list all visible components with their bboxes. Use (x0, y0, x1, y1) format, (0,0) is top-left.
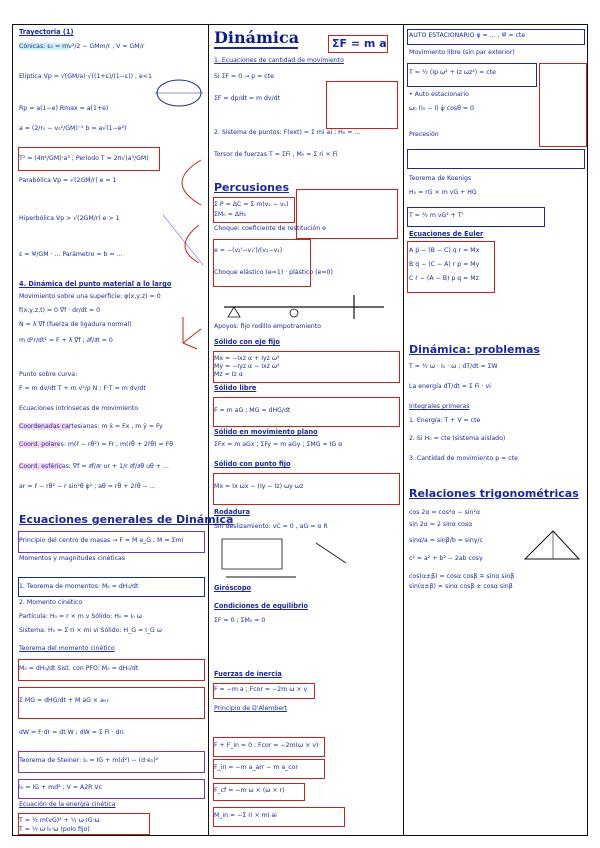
movimiento-superficie: Movimiento sobre una superficie: φ(x,y,z) = 0 (19, 293, 161, 300)
energia-cinetica-title: Ecuación de la energía cinética (19, 801, 116, 808)
integral-1: 1. Energía: T + V = cte (409, 417, 481, 424)
sin-par: Movimiento libre (sin par exterior) (409, 49, 515, 56)
rodadura-figure (216, 533, 396, 583)
solido-libre-title: Sólido libre (214, 384, 257, 392)
kepler3-formula: T² = (4π²/GM)·a³ ; Período T = 2π√(a³/GM) (19, 155, 149, 162)
teorema-momentos: 1. Teorema de momentos: M₀ = dH₀/dt (19, 583, 139, 590)
sistema-puntos: 2. Sistema de puntos: F(ext) = Σ mi ai ; H₀ = ... (214, 129, 361, 136)
m0-eq: M₀ = dH₀/dt Sist. con PFO: M₀ = dH₀/dt (19, 665, 139, 672)
euler-eq1: A ṗ − (B − C) q r = Mx (409, 247, 480, 254)
koenigs-title: Teorema de Koenigs (409, 175, 472, 182)
ifijo-eq: I₀ = IG + md² ; V = A2R Vc (19, 784, 103, 791)
sol-eq2: My = −Iyz α − Ixz ω² (214, 363, 280, 370)
rodadura-eq: Sin deslizamiento: vC = 0 , aG = α R (214, 523, 328, 530)
trig-6: sin(α±β) = sinα cosβ ± cosα sinβ (409, 583, 513, 590)
cheat-sheet-page (12, 24, 588, 836)
conicas-formula: Cónicas: ε₀ = mv²/2 − GMm/r , V = GM/r (19, 43, 145, 50)
solido-fijo-title: Sólido con punto fijo (214, 460, 291, 468)
fuerzas-inercia-title: Fuerzas de inercia (214, 670, 282, 678)
lin-mom-box (326, 81, 398, 129)
apoyos-label: Apoyos: fijo rodillo empotramiento (214, 323, 322, 330)
giroscopio-title: Giróscopo (214, 584, 252, 592)
particula-eq: Partícula: H₀ = r × m v Sólido: H₀ = I₀ ω (19, 613, 142, 620)
fina-eq: F_in = −m a_arr − m a_cor (214, 764, 298, 771)
coord-polares: Coord. polares: m(r̈ − rθ̇²) = Fr ; m(rθ̈ + 2ṙθ̇) = Fθ (19, 441, 174, 448)
trig-5: cos(α±β) = cosα cosβ ∓ sinα sinβ (409, 573, 515, 580)
t-eq: T = ½ m(vG)² + ½ ω·IG·ω (19, 817, 100, 824)
restitucion-eq: e = −(v₂'−v₁')/(v₂−v₁) (214, 247, 283, 254)
mg-eq: Σ MG = dHG/dt + M aG × a₀₁ (19, 697, 109, 704)
conic-figures (153, 65, 205, 265)
kepler-title: Trayectoria (1) (19, 28, 74, 36)
fuerza-ligadura: N = λ ∇f (fuerza de ligadura normal) (19, 321, 132, 328)
triedro-figure (173, 309, 205, 353)
perc-eq: Σ P = ΔC = Σ m(v₂ − v₁) (214, 201, 289, 208)
integral-3: 3. Cantidad de movimiento p = cte (409, 455, 518, 462)
torsor-def: Torsor de fuerzas T = ΣFi , M₀ = Σ ri × Fi (214, 151, 338, 158)
column-2 (208, 25, 404, 835)
fcf-eq: F_cf = −m ω × (ω × r) (214, 787, 285, 794)
integrales-title: Integrales primeras (409, 403, 470, 410)
dw-eq: dW = F·dr = dt W ; dW = Σ Fi · dri (19, 729, 124, 736)
koenigs-eq-2: T = ½ m vG² + T' (409, 212, 464, 219)
ecs-ligadura: m d²r/dt² = F + λ ∇f ; ∂f/∂t = 0 (19, 337, 113, 344)
prob-1: T = ½ ω · I₀ · ω ; dT/dt = ΣW (409, 363, 498, 370)
ecuaciones-intrinsecas: Ecuaciones intrínsecas de movimiento (19, 405, 139, 412)
euler-eq3: C ṙ − (A − B) p q = Mz (409, 275, 479, 282)
triangle-figure (521, 525, 583, 565)
plano-eq: ΣFx = m aGx ; ΣFy = m aGy ; ΣMG = IG α (214, 441, 343, 448)
euler-eq2: B q̇ − (C − A) r p = My (409, 261, 480, 268)
newton-eq: ΣF = m a (332, 37, 387, 50)
momento-angular: 2. Momento cinético (19, 599, 83, 606)
solido-plano-title: Sólido en movimiento plano (214, 428, 318, 436)
auto-estac-bullet: • Auto estacionario (409, 91, 469, 98)
sol-eq3: Mz = Iz α (214, 371, 243, 378)
prob-2: La energía dT/dt = Σ Fi · vi (409, 383, 491, 390)
t-eq-3: T = ½ (Ip ω² + Iz ωz²) = cte (409, 69, 496, 76)
ligadura-eq: f(x,y,z,t) = 0 ∇f · dr/dt = 0 (19, 307, 101, 314)
dinamica-title: Dinámica (214, 28, 300, 47)
dinamica-punto-title: 4. Dinámica del punto material a lo largo (19, 280, 172, 288)
dinamica-problemas-title: Dinámica: problemas (409, 343, 540, 356)
coord-esfericas: Coord. esféricas: ∇f = ∂f/∂r ur + 1/r ∂f/∂θ uθ + ... (19, 463, 169, 470)
equilibrio-title: Condiciones de equilibrio (214, 602, 309, 610)
rp-ra-formula: Rp = a(1−e) Rmax = a(1+e) (19, 105, 109, 112)
ley2: Si ΣF = 0 → p = cte (214, 73, 274, 80)
libre-eq: F = m aG ; MG = dHG/dt (214, 407, 291, 414)
finerc-eq: F = −m a ; Fcor = −2m ω × v (214, 686, 308, 693)
ecuaciones-generales-title: Ecuaciones generales de Dinámica (19, 513, 234, 526)
teorema-steiner: Teorema de Steiner: I₀ = IG + m(d²) − (d·e₁)² (19, 757, 159, 764)
eliptica-formula: Elíptica Vp = √(GM/a)·√((1+ε)/(1−ε)) , e<1 (19, 73, 152, 80)
trig-1: cos 2α = cos²α − sin²α (409, 509, 481, 516)
leyes-title: 1. Ecuaciones de cantidad de movimiento (214, 57, 344, 64)
apoyos-figure (214, 287, 394, 327)
trig-3: sinα/a = sinβ/b = sinγ/c (409, 537, 483, 544)
precesion-box (407, 149, 585, 169)
sistema-eq: Sistema: H₀ = Σ ri × mi vi Sólido: H_G = I_G ω (19, 627, 162, 634)
perc-cinem: Choque: coeficiente de restitución e (214, 225, 326, 232)
min-eq: M_in = −Σ ri × mi ai (214, 812, 277, 819)
pcm-eq: Principio del centro de masas → F = M a_G ; M = Σmi (19, 537, 184, 544)
perc-ang: ΣM₀ = ΔH₀ (214, 211, 247, 218)
rodadura-title: Rodadura (214, 508, 250, 516)
t2-eq: T = ½ ω·I₀·ω (polo fijo) (19, 826, 90, 833)
dalembert-title: Principio de D'Alembert (214, 705, 287, 712)
percusiones-title: Percusiones (214, 181, 290, 194)
punto-curva: Punto sobre curva: (19, 371, 78, 378)
relaciones-title: Relaciones trigonométricas (409, 487, 579, 500)
coord-cartesianas: Coordenadas cartesianas: m ẍ = Fx , m ÿ = Fy (19, 423, 163, 430)
auto-estacionario: AUTO ESTACIONARIO φ̇ = ... , Ψ̇ = cte (409, 32, 526, 39)
lin-mom: ΣF = dp/dt = m dv/dt (214, 95, 281, 102)
solido-eje-title: Sólido con eje fijo (214, 338, 280, 346)
equilibrio-eq: ΣF = 0 ; ΣM₀ = 0 (214, 617, 266, 624)
precesion-title: Precesión (409, 131, 439, 138)
ec1-eq: ω₀ (I₀ − I) ψ̇ cosθ = 0 (409, 105, 474, 112)
coord-esfericas-2: ar = r̈ − rθ̇² − r sin²θ φ̇² ; aθ = rθ̈ + 2ṙθ̇ − ... (19, 483, 156, 490)
hiperbolica-extra: ε = Ψ/GM · ... Parámetro = b = ... (19, 251, 123, 258)
trig-2: sin 2α = 2 sinα cosα (409, 521, 473, 528)
momentos-title: Momentos y magnitudes cinéticas (19, 555, 125, 562)
euler-eq: Mx = Ix ω̇x − (Iy − Iz) ωy ωz (214, 483, 304, 490)
trig-4: c² = a² + b² − 2ab cosγ (409, 555, 483, 562)
frenet-eq: F = m dv/dt T + m v²/ρ N ; F·T = m dv/dt (19, 385, 146, 392)
choques: Choque elástico (e=1) · plástico (e=0) (214, 269, 333, 276)
teorema-momento-cinetico: Teorema del momento cinético (19, 645, 115, 652)
koenigs-eq: H₀ = rG × m vG + HG (409, 189, 477, 196)
integral-2: 2. Si H₀ = cte (sistema aislado) (409, 435, 506, 442)
a-formula: a = (2/r₀ − v₀²/GM)⁻¹ b = a√(1−e²) (19, 125, 127, 132)
euler-title: Ecuaciones de Euler (409, 230, 484, 238)
sol-eq1: Mx = −Ixz α + Iyz ω² (214, 355, 280, 362)
column-3 (403, 25, 589, 835)
parabolica-formula: Parabólica Vp = √(2GM/r) e = 1 (19, 177, 117, 184)
hiperbolica-formula: Hiperbólica Vp > √(2GM/r) e > 1 (19, 215, 120, 222)
dalembert-eq: F + F_in = 0 ; Fcor = −2m(ω × v) (214, 742, 319, 749)
